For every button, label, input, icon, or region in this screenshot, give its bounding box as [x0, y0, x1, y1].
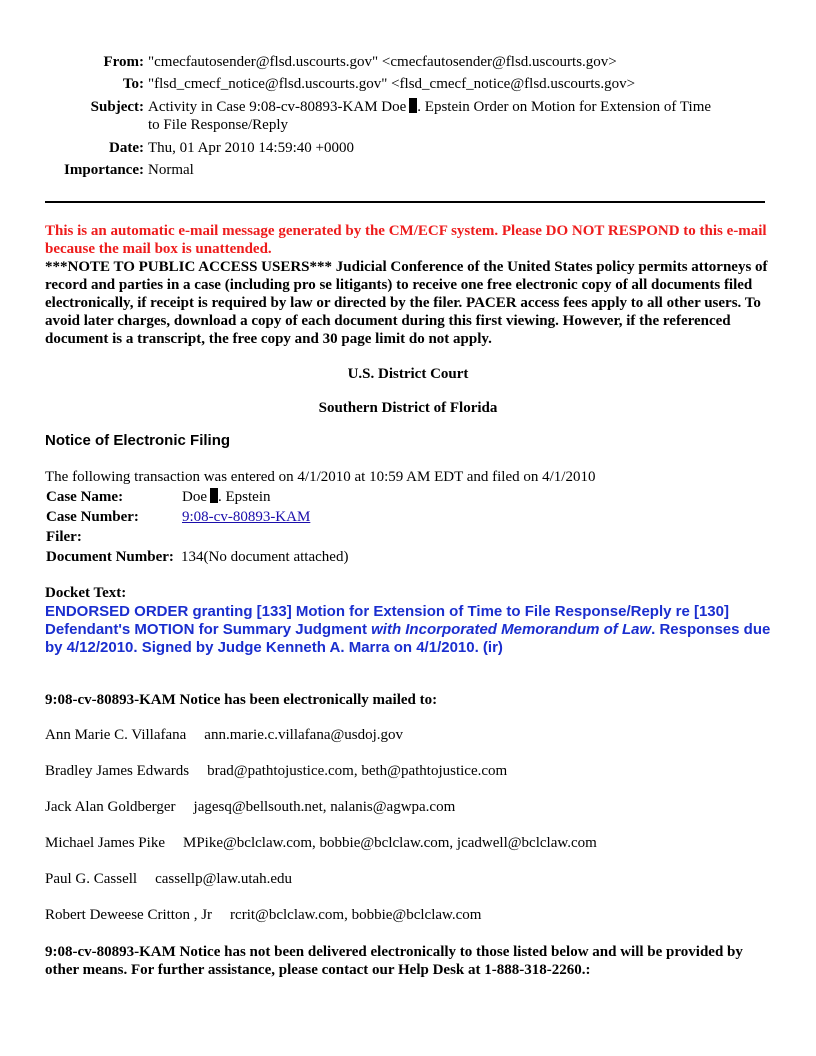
case-name-value	[182, 487, 271, 507]
case-number-link[interactable]: 9:08-cv-80893-KAM	[182, 509, 311, 525]
recipient-emails: cassellp@law.utah.edu	[155, 871, 293, 887]
recipient-emails: brad@pathtojustice.com, beth@pathtojustice.com	[207, 763, 508, 779]
email-header	[0, 0, 816, 190]
recipient-name: Ann Marie C. Villafana	[45, 727, 187, 743]
case-name-a: Doe	[182, 489, 207, 505]
court-district: Southern District of Florida	[318, 400, 498, 416]
recipient-row	[45, 907, 481, 924]
docket-text-italic: with Incorporated Memorandum of Law	[371, 621, 652, 638]
recipient-name: Paul G. Cassell	[45, 871, 138, 887]
docket-text-part2: . Responses due by 4/12/2010. Signed by Judge Kenneth A. Marra on 4/1/2010. (ir)	[45, 621, 771, 656]
subject-line1: Activity in Case 9:08-cv-80893-KAM Doe	[148, 99, 407, 115]
importance-value: Normal	[148, 162, 194, 178]
subject-line1-rest: . Epstein Order on Motion for Extension of Time	[417, 99, 712, 115]
subject-line2: to File Response/Reply	[148, 117, 288, 133]
case-name-b: . Epstein	[218, 489, 271, 505]
recipient-row	[45, 871, 292, 888]
redaction-bar	[210, 488, 218, 503]
recipient-name: Jack Alan Goldberger	[45, 799, 176, 815]
not-delivered-heading: 9:08-cv-80893-KAM Notice has not been delivered electronically to those listed below and will be provided by other means. For further assistance, please contact our Help Desk at 1-888-318-2260.:	[45, 944, 743, 978]
recipient-emails: jagesq@bellsouth.net, nalanis@agwpa.com	[193, 799, 456, 815]
date-row	[0, 139, 760, 157]
docket-label: Docket Text:	[45, 585, 127, 601]
filer-label: Filer:	[46, 529, 82, 545]
recipient-emails: rcrit@bclclaw.com, bobbie@bclclaw.com	[230, 907, 482, 923]
public-access-note: ***NOTE TO PUBLIC ACCESS USERS*** Judicial Conference of the United States policy permits attorneys of record and parties in a case (including pro se litigants) to receive one free electronic copy of all documents filed electronically, if receipt is required by law or directed by the filer. PACER access fees apply to all other users. To avoid later charges, download a copy of each document during this first viewing. However, if the referenced document is a transcript, the free copy and 30 page limit do not apply.	[45, 259, 768, 347]
recipient-row	[45, 835, 597, 852]
recipient-name: Bradley James Edwards	[45, 763, 190, 779]
to-label: To:	[122, 76, 144, 92]
mailed-heading: 9:08-cv-80893-KAM Notice has been electronically mailed to:	[45, 692, 438, 708]
date-value: Thu, 01 Apr 2010 14:59:40 +0000	[148, 140, 354, 156]
from-label: From:	[103, 54, 144, 70]
to-value: "flsd_cmecf_notice@flsd.uscourts.gov" <flsd_cmecf_notice@flsd.uscourts.gov>	[148, 76, 636, 92]
recipient-row	[45, 763, 507, 780]
subject-row	[0, 98, 760, 136]
document-number-value: 134(No document attached)	[181, 549, 349, 565]
recipient-emails: MPike@bclclaw.com, bobbie@bclclaw.com, jcadwell@bclclaw.com	[182, 835, 597, 851]
recipient-name: Robert Deweese Critton , Jr	[45, 907, 213, 923]
header-divider	[45, 201, 765, 203]
docket-text	[45, 603, 775, 657]
recipient-emails: ann.marie.c.villafana@usdoj.gov	[204, 727, 404, 743]
subject-value	[148, 98, 758, 134]
date-label: Date:	[109, 140, 144, 156]
recipient-name: Michael James Pike	[45, 835, 165, 851]
recipient-row	[45, 799, 455, 816]
recipient-row	[45, 727, 403, 744]
case-name-label: Case Name:	[46, 489, 124, 505]
docket-text-part1: ENDORSED ORDER granting [133] Motion for Extension of Time to File Response/Reply re [130] Defendant's MOTION for Summary Judgment	[45, 603, 729, 638]
court-name: U.S. District Court	[347, 366, 469, 382]
from-row	[0, 53, 760, 71]
importance-row	[0, 161, 760, 179]
transaction-text: The following transaction was entered on 4/1/2010 at 10:59 AM EDT and filed on 4/1/2010	[45, 469, 596, 485]
to-row	[0, 75, 760, 93]
from-value: "cmecfautosender@flsd.uscourts.gov" <cmecfautosender@flsd.uscourts.gov>	[148, 54, 617, 70]
case-number-label: Case Number:	[46, 509, 139, 525]
auto-email-warning: This is an automatic e-mail message generated by the CM/ECF system. Please DO NOT RESPOND to this e-mail because the mail box is unattended.	[45, 223, 767, 257]
notice-title: Notice of Electronic Filing	[45, 432, 231, 449]
importance-label: Importance:	[64, 162, 144, 178]
document-number-label: Document Number:	[46, 549, 174, 565]
subject-label: Subject:	[90, 99, 144, 115]
